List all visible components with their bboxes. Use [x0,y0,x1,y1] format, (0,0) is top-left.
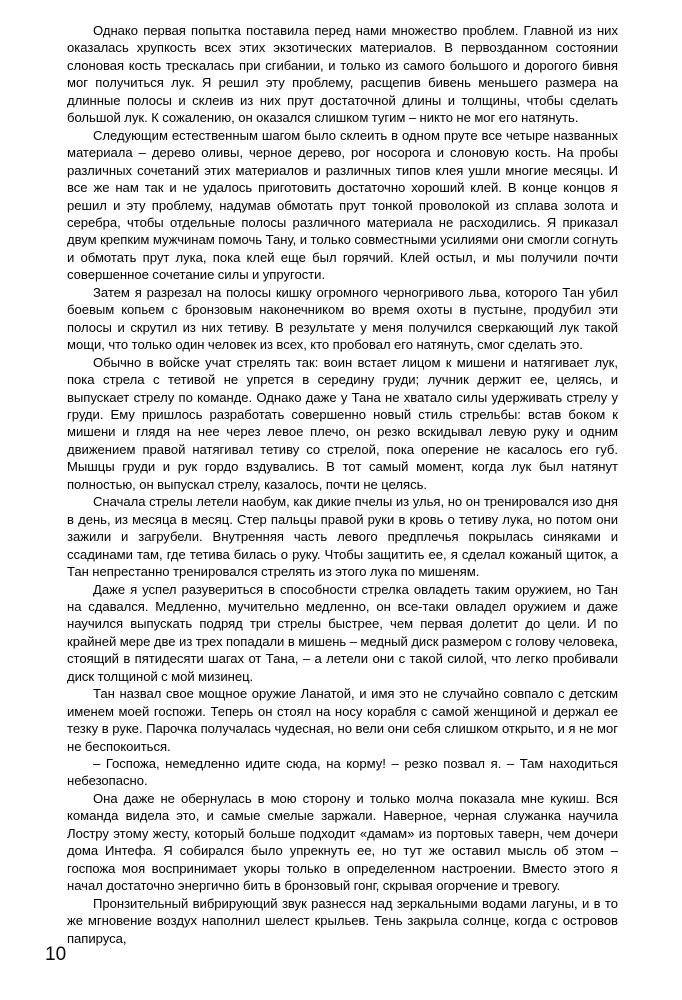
paragraph: Следующим естественным шагом было склеить в одном пруте все четыре названных материала – дерево оливы, черное дерево, рог носорога и слоновую кость. На пробы различных сочетаний этих материалов и различных типов клея ушли многие месяцы. И все же нам так и не удалось приготовить достаточно хороший клей. В конце концов я решил и эту проблему, надумав обмотать прут тонкой проволокой из сплава золота и серебра, чтобы отдельные полосы различного материала не расходились. Я приказал двум крепким мужчинам помочь Тану, и только совместными усилиями они смогли согнуть и обмотать прут лука, пока клей еще был горячий. Клей остыл, и мы получили почти совершенное сочетание силы и упругости. [67,127,618,283]
paragraph: Она даже не обернулась в мою сторону и только молча показала мне кукиш. Вся команда видела это, и самые смелые заржали. Наверное, черная служанка научила Лостру этому жесту, который больше подходит «дамам» из портовых таверн, чем дочери дома Интефа. Я собирался было упрекнуть ее, но тут же оставил мысль об этом – госпожа моя воспринимает укоры только в определенном настроении. Вместо этого я начал достаточно энергично бить в бронзовый гонг, скрывая огорчение и тревогу. [67,790,618,894]
paragraph: Тан назвал свое мощное оружие Ланатой, и имя это не случайно совпало с детским именем моей госпожи. Теперь он стоял на носу корабля с самой женщиной и держал ее тезку в руке. Парочка получалась чудесная, но вели они себя слишком открыто, и я не мог не беспокоиться. [67,686,618,754]
paragraph: Даже я успел разувериться в способности стрелка овладеть таким оружием, но Тан на сдавался. Медленно, мучительно медленно, он все-таки овладел оружием и даже научился выпускать подряд три стрелы быстрее, чем первая долетит до цели. И по крайней мере две из трех попадали в мишень – медный диск размером с голову человека, стоящий в пятидесяти шагах от Тана, – а летели они с такой силой, что легко пробивали диск толщиной с мой мизинец. [67,581,618,684]
paragraph: – Госпожа, немедленно идите сюда, на корму! – резко позвал я. – Там находиться небезопасно. [67,756,618,789]
page-number: 10 [45,944,67,965]
paragraph: Обычно в войске учат стрелять так: воин встает лицом к мишени и натягивает лук, пока стрела с тетивой не упрется в середину груди; лучник держит ее, целясь, и выпускает стрелу по команде. Однако даже у Тана не хватало силы удерживать стрелу у груди. Ему пришлось разработать совершенно новый стиль стрельбы: встав боком к мишени и глядя на нее через левое плечо, он резко вскидывал левую руку и одним движением правой натягивал тетиву со стрелой, пока оперение не касалось его губ. Мышцы груди и рук гордо вздувались. В тот самый момент, когда лук был натянут полностью, он выпускал стрелу, казалось, почти не целясь. [67,354,618,492]
paragraph: Пронзительный вибрирующий звук разнесся над зеркальными водами лагуны, и в то же мгновение воздух наполнил шелест крыльев. Тень закрыла солнце, когда с островов папируса, [67,895,618,946]
paragraph: Сначала стрелы летели наобум, как дикие пчелы из улья, но он тренировался изо дня в день, из месяца в месяц. Стер пальцы правой руки в кровь о тетиву лука, но потом они зажили и загрубели. Внутренняя часть левого предплечья покрылась синяками и ссадинами там, где тетива билась о руку. Чтобы защитить ее, я сделал кожаный щиток, а Тан непрестанно тренировался стрелять из этого лука по мишеням. [67,494,618,580]
paragraph: Затем я разрезал на полосы кишку огромного черногривого льва, которого Тан убил боевым копьем с бронзовым наконечником во время охоты в пустыне, продубил эти полосы и скрутил из них тетиву. В результате у меня получился сверкающий лук такой мощи, что только один человек из всех, кто пробовал его натянуть, смог сделать это. [67,284,618,353]
body-text-column [67,22,618,947]
paragraph: Однако первая попытка поставила перед нами множество проблем. Главной из них оказалась хрупкость всех этих экзотических материалов. В первозданном состоянии слоновая кость трескалась при сгибании, и только из самого большого и дорогого бивня мог получиться лук. Я решил эту проблему, расщепив бивень меньшего размера на длинные полосы и склеив из них прут достаточной длины и толщины, чтобы сделать большой лук. К сожалению, он оказался слишком тугим – никто не мог его натянуть. [67,23,618,126]
